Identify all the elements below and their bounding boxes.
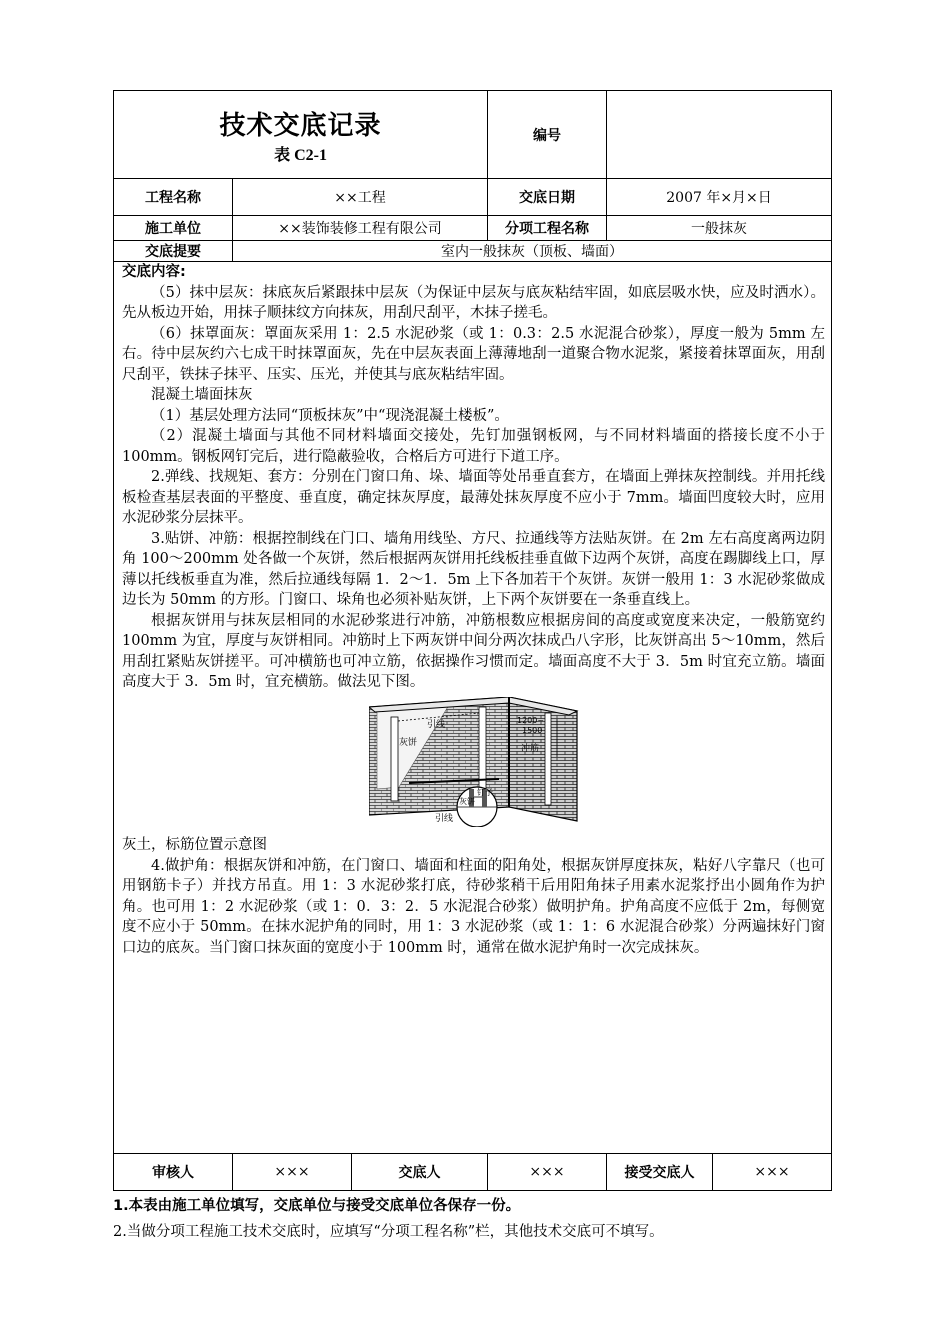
reviewer-label: 审核人 [114, 1154, 233, 1191]
content-cell [114, 262, 832, 1154]
receiver-value: ××× [713, 1154, 832, 1191]
plaster-diagram [122, 697, 825, 834]
label-huibing2: 灰饼 [458, 796, 475, 806]
content-paragraph: 2.弹线、找规矩、套方：分别在门窗口角、垛、墙面等处吊垂直套方，在墙面上弹抹灰控制线。并用托线板检查基层表面的平整度、垂直度，确定抹灰厚度，最薄处抹灰厚度不应小于 7mm。墙面凹度较大时，应用水泥砂浆分层抹平。 [122, 469, 826, 526]
content-paragraph: 混凝土墙面抹灰 [151, 387, 253, 403]
label-yinxian: 引线 [426, 719, 445, 730]
label-dim2: 1500 [521, 725, 542, 735]
unit-label: 施工单位 [114, 216, 233, 241]
wall-corner-illustration [369, 697, 579, 827]
summary-value: 室内一般抹灰（顶板、墙面） [233, 241, 832, 262]
form-title: 技术交底记录 [219, 110, 382, 141]
content-paragraph: （5）抹中层灰：抹底灰后紧跟抹中层灰（为保证中层灰与底灰粘结牢固，如底层吸水快，应及时洒水）。先从板边开始，用抹子顺抹纹方向抹灰，用刮尺刮平，木抹子搓毛。 [122, 284, 826, 321]
label-yinxian2: 引线 [434, 813, 453, 824]
label-dim1: 1200~ [516, 715, 544, 725]
note-1: 1.本表由施工单位填写，交底单位与接受交底单位各保存一份。 [113, 1198, 521, 1214]
figure-caption: 灰土，标筋位置示意图 [122, 837, 267, 853]
content-paragraph: （6）抹罩面灰：罩面灰采用 1：2.5 水泥砂浆（或 1：0.3：2.5 水泥混合砂浆），厚度一般为 5mm 左右。待中层灰约六七成干时抹罩面灰，先在中层灰表面上薄薄地刮一道聚合物水泥浆，紧接着抹罩面灰，用刮尺刮平，铁抹子抹平、压实、压光，并使其与底灰粘结牢固。 [122, 325, 826, 383]
form-code: 表 C2-1 [274, 146, 327, 164]
content-paragraph: （1）基层处理方法同“顶板抹灰”中“现浇混凝土楼板”。 [151, 407, 509, 424]
content-paragraph: 4.做护角：根据灰饼和冲筋，在门窗口、墙面和柱面的阳角处，根据灰饼厚度抹灰，粘好八字靠尺（也可用钢筋卡子）并找方吊直。用 1：3 水泥砂浆打底，待砂浆稍干后用阳角抹子用素水泥浆抒出小圆角作为护角。也可用 1：2 水泥砂浆（或 1：0．3：2．5 水泥混合砂浆）做明护角。护角高度不应低于 2m，每侧宽度不应小于 50mm。在抹水泥护角的同时，用 1：3 水泥砂浆（或 1：1：6 水泥混合砂浆）分两遍抹好门窗口边的底灰。当门窗口抹灰面的宽度小于 100mm 时，通常在做水泥护角时一次完成抹灰。 [122, 857, 826, 956]
date-label: 交底日期 [488, 179, 607, 216]
discloser-value: ××× [488, 1154, 607, 1191]
content-paragraph: （2）混凝土墙面与其他不同材料墙面交接处，先钉加强钢板网，与不同材料墙面的搭接长度不小于 100mm。钢板网钉完后，进行隐蔽验收，合格后方可进行下道工序。 [122, 428, 826, 465]
receiver-label: 接受交底人 [607, 1154, 713, 1191]
content-paragraph: 根据灰饼用与抹灰层相同的水泥砂浆进行冲筋，冲筋根数应根据房间的高度或宽度来决定，一般筋宽约 100mm 为宜，厚度与灰饼相同。冲筋时上下两灰饼中间分两次抹成凸八字形，比灰饼高出 5～10mm，然后用刮扛紧贴灰饼搓平。可冲横筋也可冲立筋，依据操作习惯而定。墙面高度不大于 3．5m 时宜充立筋。墙面高度大于 3．5m 时，宜充横筋。做法见下图。 [122, 612, 826, 690]
summary-label: 交底提要 [114, 241, 233, 262]
date-value: 2007 年×月×日 [607, 179, 832, 216]
label-dingzi: 钉子 [476, 787, 493, 797]
label-chongjin: 冲筋 [520, 743, 539, 754]
discloser-label: 交底人 [352, 1154, 488, 1191]
form-table [113, 90, 832, 1191]
subitem-label: 分项工程名称 [488, 216, 607, 241]
footnotes [113, 1193, 831, 1245]
disclosure-form [113, 90, 831, 1191]
project-name-label: 工程名称 [114, 179, 233, 216]
content-paragraph: 3.贴饼、冲筋：根据控制线在门口、墙角用线坠、方尺、拉通线等方法贴灰饼。在 2m 左右高度离两边阴角 100～200mm 处各做一个灰饼，然后根据两灰饼用托线板挂垂直做下边两个灰饼，高度在踢脚线上口，厚薄以托线板垂直为准，然后拉通线每隔 1．2～1．5m 上下各加若干个灰饼。灰饼一般用 1：3 水泥砂浆做成边长为 50mm 的方形。门窗口、垛角也必须补贴灰饼，上下两个灰饼要在一条垂直线上。 [122, 530, 826, 608]
number-label: 编号 [488, 91, 607, 179]
number-value [607, 91, 832, 179]
note-2: 2.当做分项工程施工技术交底时，应填写“分项工程名称”栏，其他技术交底可不填写。 [113, 1224, 664, 1240]
title-cell [114, 91, 488, 179]
unit-value: ××装饰装修工程有限公司 [233, 216, 488, 241]
label-huibing: 灰饼 [398, 737, 417, 748]
project-name-value: ××工程 [233, 179, 488, 216]
reviewer-value: ××× [233, 1154, 352, 1191]
subitem-value: 一般抹灰 [607, 216, 832, 241]
content-heading: 交底内容: [122, 264, 186, 280]
